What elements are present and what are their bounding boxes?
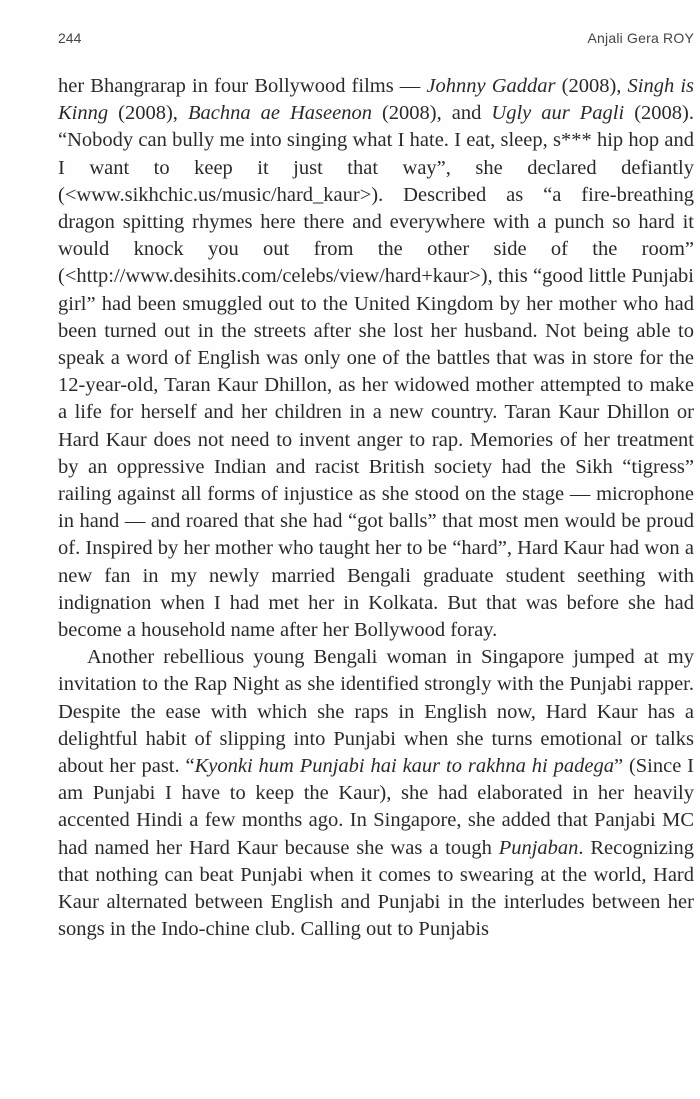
- film-title: Ugly aur Pagli: [491, 102, 625, 125]
- punjabi-quote: Kyonki hum Punjabi hai kaur to rakhna hi padega: [194, 755, 614, 778]
- text-run: Another rebellious young Bengali woman in Singapore jumped at my invitation to the Rap Night as she identified strongly with the Punjabi rapper. Despite the ease with which she raps in English now, Hard Kaur has a delightful habit of slipping into Punjabi when she turns emotional or talks about her past. “: [58, 646, 694, 778]
- running-head-author: Anjali Gera ROY: [587, 30, 694, 46]
- punjabi-term: Punjaban: [498, 836, 579, 859]
- text-run: ” (Since I am Punjabi I have to keep the Kaur), she had elaborated in her heavily accented Hindi a few months ago. In Singapore, she added that Panjabi MC had named her Hard Kaur because she was a tough: [58, 755, 695, 859]
- text-run: her Bhangrarap in four Bollywood films —: [58, 75, 427, 97]
- text-run: (2008). “Nobody can bully me into singing what I hate. I eat, sleep, s*** hip hop and I want to keep it just that way”, she declared defiantly (<www.sikhchic.us/music/hard_kaur>). Described as “a fire-breathing dragon spitting rhymes here there and everywhere with a punch so hard it would knock you out from the other side of the room” (<http://www.desihits.com/celebs/view/hard+kaur>), this “good little Punjabi girl” had been smuggled out to the United Kingdom by her mother who had been turned out in the streets after she lost her husband. Not being able to speak a word of English was only one of the battles that was in store for the 12-year-old, Taran Kaur Dhillon, as her widowed mother attempted to make a life for herself and her children in a new country. Taran Kaur Dhillon or Hard Kaur does not need to invent anger to rap. Memories of her treatment by an oppressive Indian and racist British society had the Sikh “tigress” railing against all forms of injustice as she stood on the stage — microphone in hand — and roared that she had “got balls” that most men would be proud of. Inspired by her mother who taught her to be “hard”, Hard Kaur had won a new fan in my newly married Bengali graduate student seething with indignation when I had met her in Kolkata. But that was before she had become a household name after her Bollywood foray.: [58, 102, 695, 642]
- text-run: . Recognizing that nothing can beat Punjabi when it comes to swearing at the world, Hard Kaur alternated between English and Punjabi in the interludes between her songs in the Indo-chine club. Calling out to Punjabis: [58, 836, 694, 941]
- text-run: (2008),: [108, 102, 188, 125]
- film-title: Singh is Kinng: [58, 75, 694, 125]
- film-title: Johnny Gaddar: [426, 75, 556, 97]
- text-run: (2008),: [555, 75, 628, 97]
- page-number: 244: [58, 30, 82, 46]
- paragraph-2: [58, 644, 694, 943]
- film-title: Bachna ae Haseenon: [187, 102, 372, 125]
- body-text: [58, 73, 694, 944]
- page-header: [58, 30, 694, 50]
- paragraph-1: [58, 73, 694, 644]
- text-run: (2008), and: [371, 102, 492, 125]
